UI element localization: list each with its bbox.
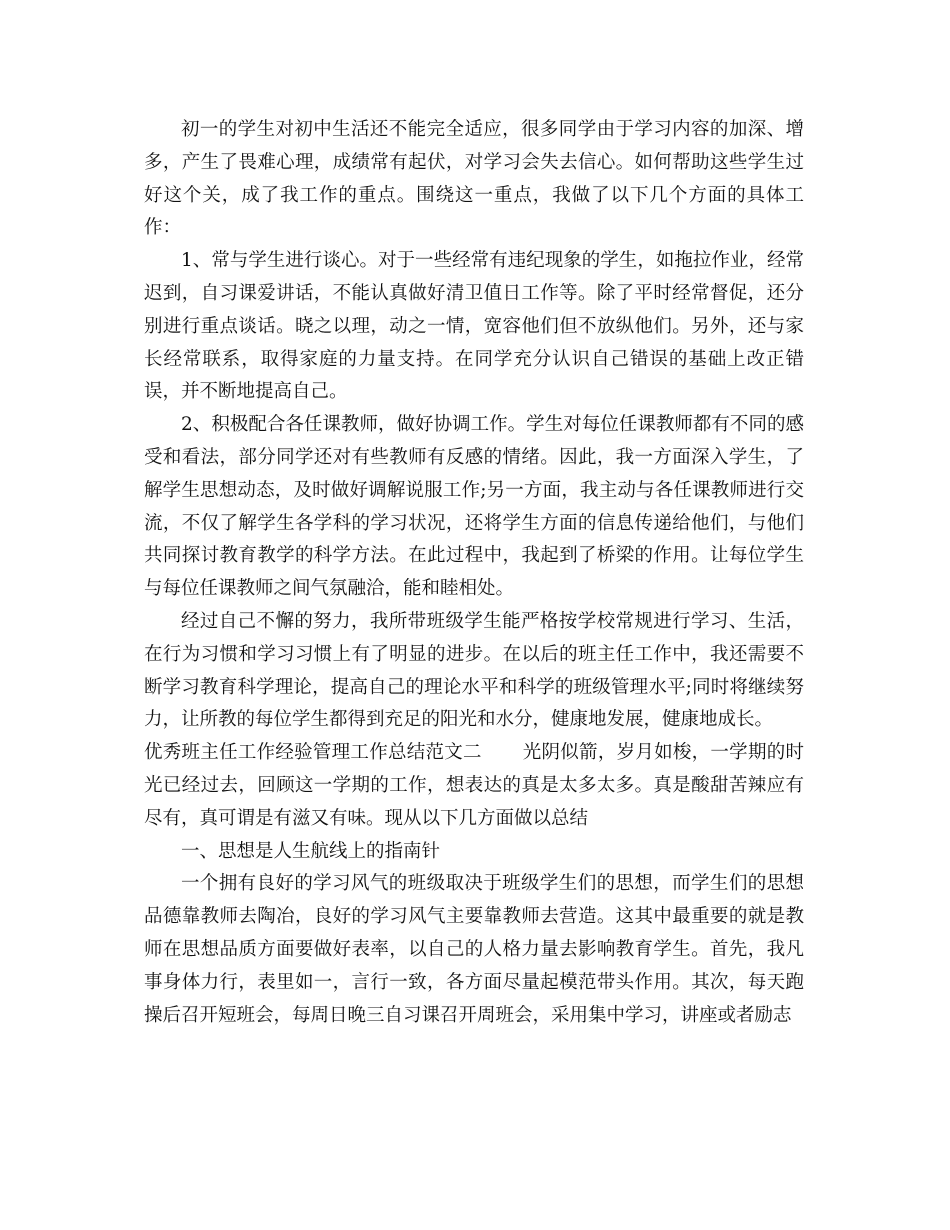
subheading: 一、思想是人生航线上的指南针 bbox=[181, 840, 441, 862]
document-body bbox=[144, 114, 804, 1032]
paragraph-intro: 初一的学生对初中生活还不能完全适应，很多同学由于学习内容的加深、增多，产生了畏难心理，成绩常有起伏，对学习会失去信心。如何帮助这些学生过好这个关，成了我工作的重点。围绕这一重点，我做了以下几个方面的具体工作： bbox=[144, 119, 804, 239]
paragraph-item-1: 1、常与学生进行谈心。对于一些经常有违纪现象的学生，如拖拉作业，经常迟到，自习课爱讲话，不能认真做好清卫值日工作等。除了平时经常督促，还分别进行重点谈话。晓之以理，动之一情，宽容他们但不放纵他们。另外，还与家长经常联系，取得家庭的力量支持。在同学充分认识自己错误的基础上改正错误，并不断地提高自己。 bbox=[144, 250, 804, 403]
section-title: 优秀班主任工作经验管理工作总结范文二 bbox=[144, 742, 482, 764]
paragraph-item-2: 2、积极配合各任课教师，做好协调工作。学生对每位任课教师都有不同的感受和看法，部分同学还对有些教师有反感的情绪。因此，我一方面深入学生，了解学生思想动态，及时做好调解说服工作;另一方面，我主动与各任课教师进行交流，不仅了解学生各学科的学习状况，还将学生方面的信息传递给他们，与他们共同探讨教育教学的科学方法。在此过程中，我起到了桥梁的作用。让每位学生与每位任课教师之间气氛融洽，能和睦相处。 bbox=[144, 414, 804, 600]
section-intro: 光阴似箭，岁月如梭，一学期的时光已经过去，回顾这一学期的工作，想表达的真是太多太多。真是酸甜苦辣应有尽有，真可谓是有滋又有味。现从以下几方面做以总结 bbox=[144, 742, 804, 829]
section-two-lead bbox=[144, 737, 804, 835]
paragraph-conclusion: 经过自己不懈的努力，我所带班级学生能严格按学校常规进行学习、生活，在行为习惯和学习习惯上有了明显的进步。在以后的班主任工作中，我还需要不断学习教育科学理论，提高自己的理论水平和科学的班级管理水平;同时将继续努力，让所教的每位学生都得到充足的阳光和水分，健康地发展，健康地成长。 bbox=[144, 610, 804, 731]
paragraph-thought: 一个拥有良好的学习风气的班级取决于班级学生们的思想，而学生们的思想品德靠教师去陶冶，良好的学习风气主要靠教师去营造。这其中最重要的就是教师在思想品质方面要做好表率，以自己的人格力量去影响教育学生。首先，我凡事身体力行，表里如一，言行一致，各方面尽量起模范带头作用。其次，每天跑操后召开短班会，每周日晚三自习课召开周班会，采用集中学习，讲座或者励志 bbox=[144, 873, 804, 1026]
